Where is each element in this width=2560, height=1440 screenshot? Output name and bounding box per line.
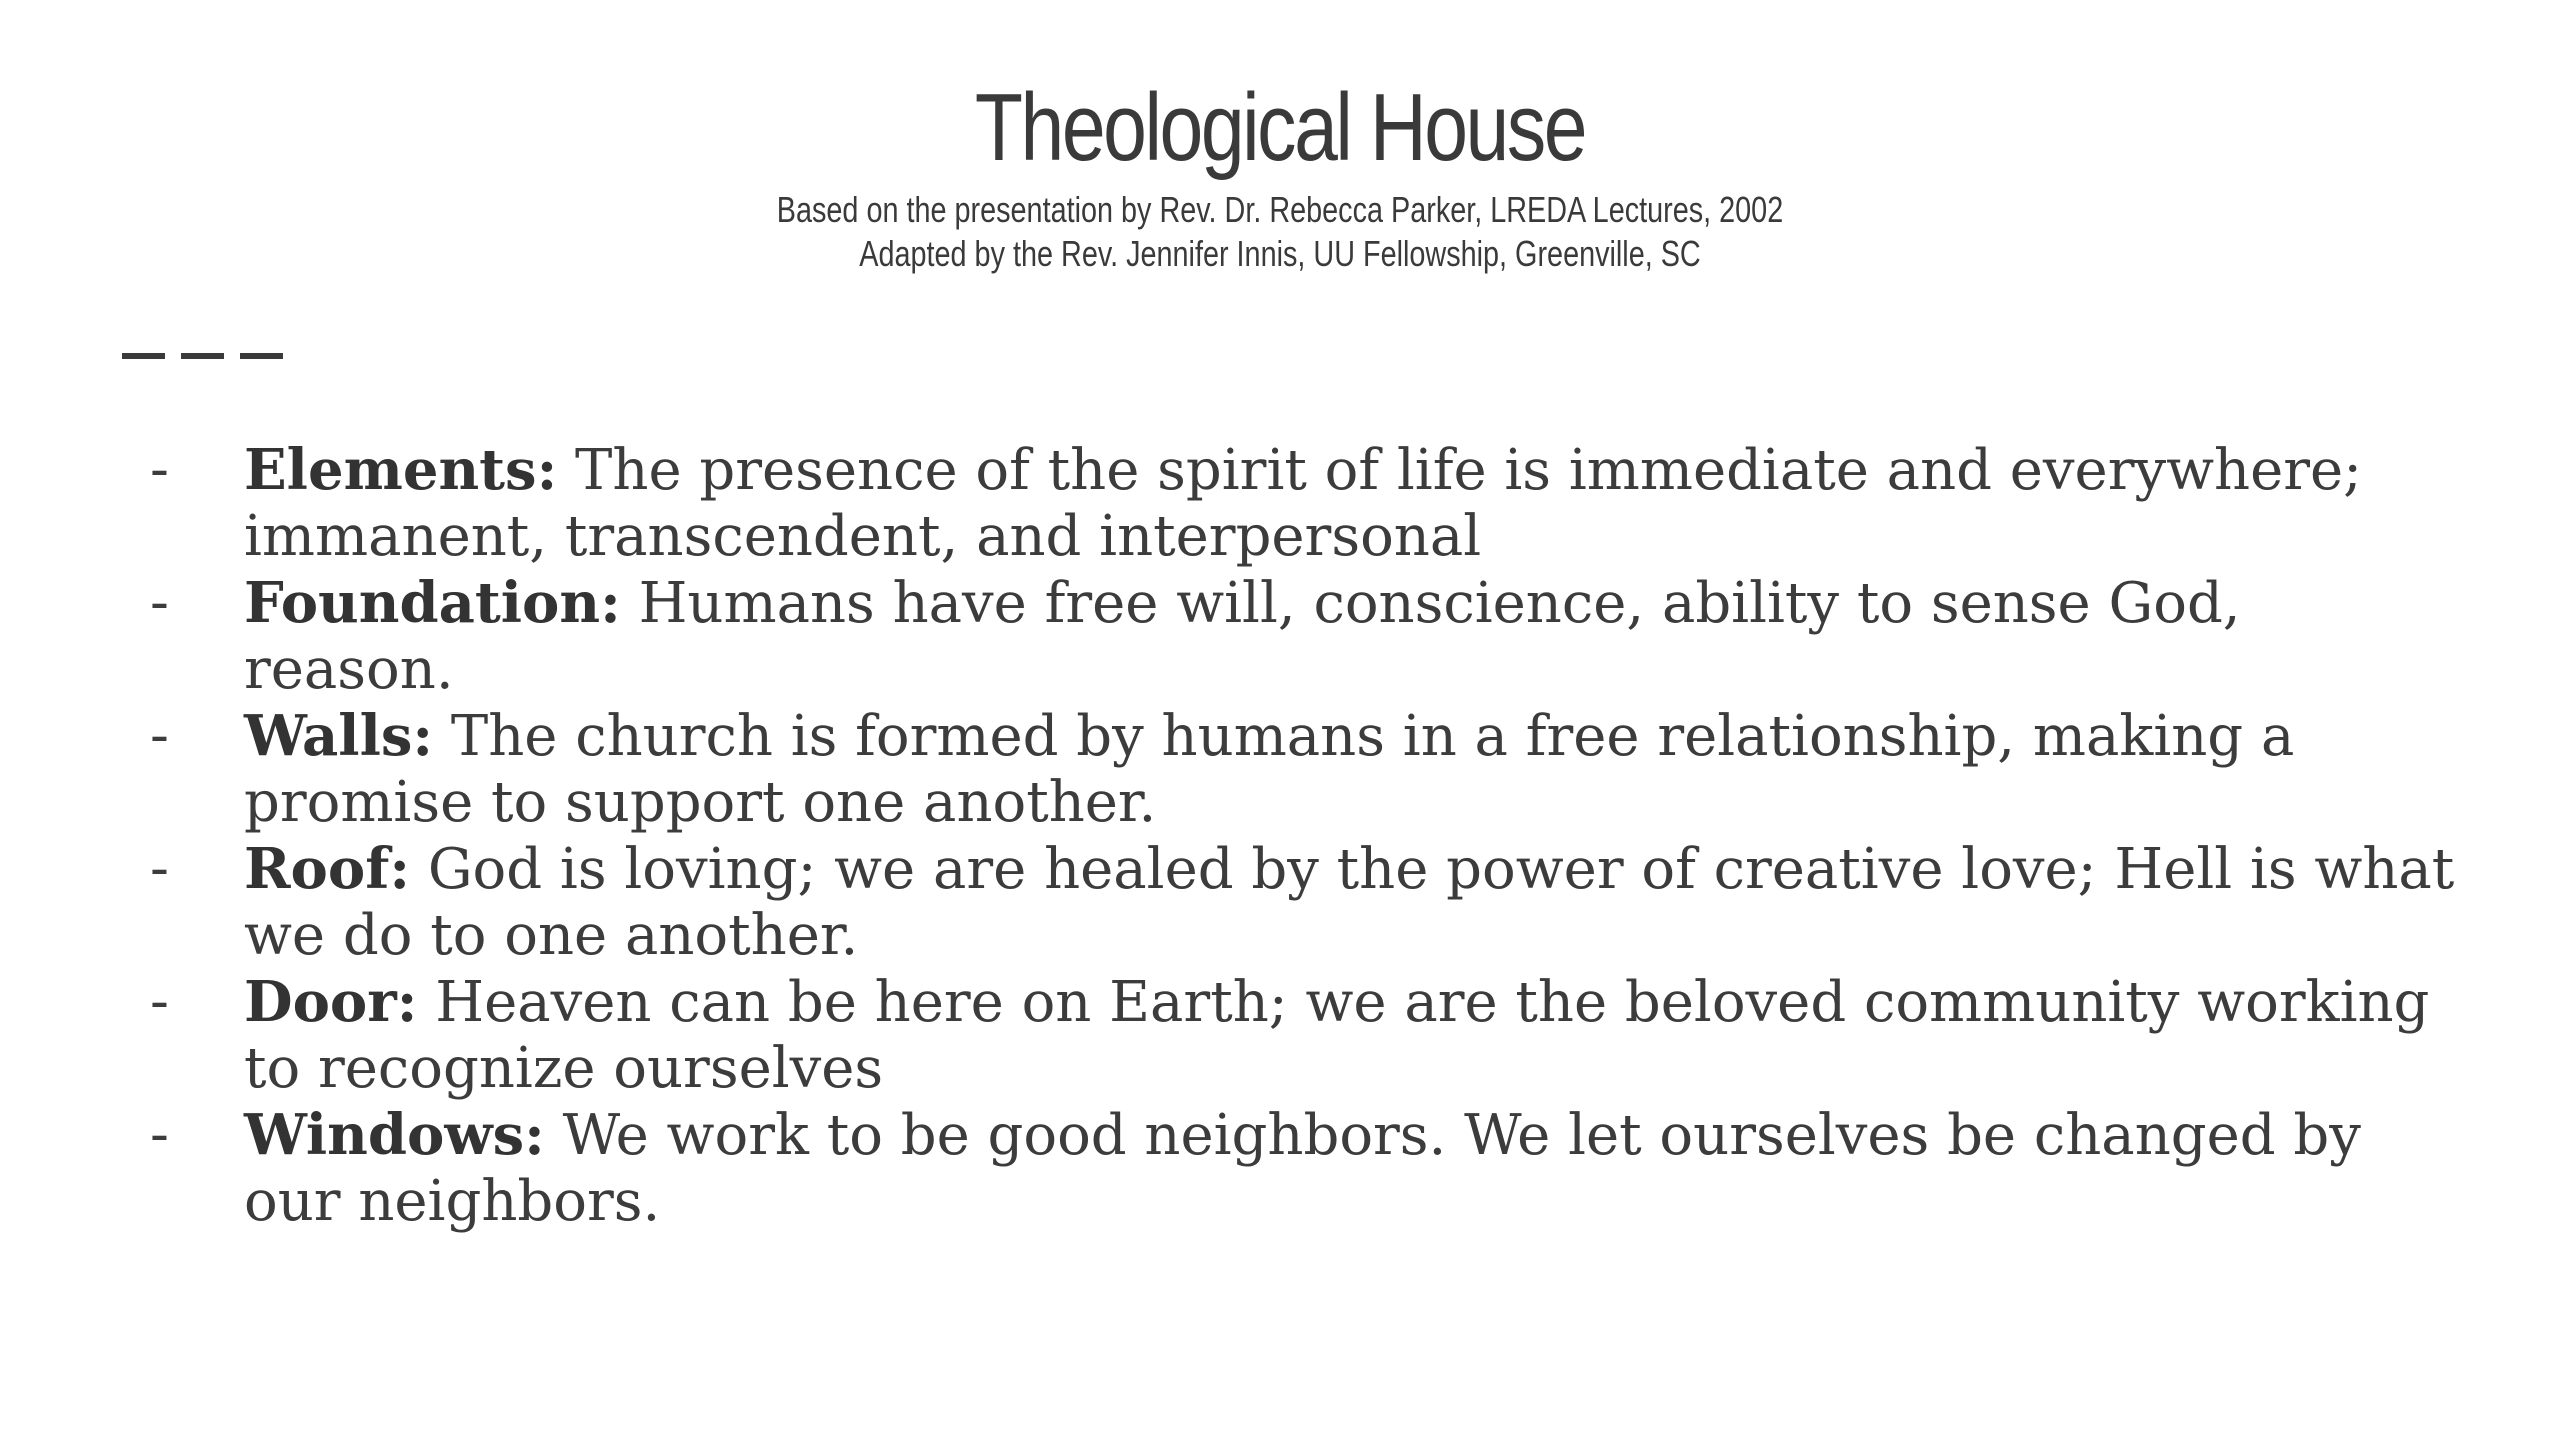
slide-title: Theological House (974, 74, 1586, 181)
item-text: Humans have free will, conscience, ability to sense God, reason. (244, 571, 2241, 702)
item-term: Windows: (244, 1102, 545, 1168)
divider-segment (240, 353, 283, 359)
item-text: We work to be good neighbors. We let ourselves be changed by our neighbors. (244, 1103, 2361, 1234)
bullet-dash: - (150, 1102, 169, 1167)
item-text: The church is formed by humans in a free relationship, making a promise to support one another. (244, 704, 2295, 835)
list-item-elements (0, 437, 2560, 570)
item-text: God is loving; we are healed by the power of creative love; Hell is what we do to one another. (244, 837, 2455, 968)
bullet-dash: - (150, 570, 169, 635)
list-item-walls (0, 703, 2560, 836)
bullet-dash: - (150, 703, 169, 768)
item-term: Walls: (244, 703, 434, 769)
divider-segment (181, 353, 224, 359)
list-item-windows (0, 1102, 2560, 1235)
bullet-list (0, 437, 2560, 1235)
bullet-dash: - (150, 969, 169, 1034)
item-term: Foundation: (244, 570, 621, 636)
item-term: Roof: (244, 836, 411, 902)
item-text: Heaven can be here on Earth; we are the beloved community working to recognize ourselves (244, 970, 2430, 1101)
subtitle-line-2: Adapted by the Rev. Jennifer Innis, UU Fellowship, Greenville, SC (859, 233, 1701, 274)
bullet-dash: - (150, 836, 169, 901)
subtitle-line-1: Based on the presentation by Rev. Dr. Rebecca Parker, LREDA Lectures, 2002 (776, 189, 1784, 230)
item-term: Door: (244, 969, 418, 1035)
decorative-divider (122, 353, 284, 359)
list-item-door (0, 969, 2560, 1102)
list-item-roof (0, 836, 2560, 969)
bullet-dash: - (150, 437, 169, 502)
divider-segment (122, 353, 165, 359)
item-term: Elements: (244, 437, 558, 503)
list-item-foundation (0, 570, 2560, 703)
item-text: The presence of the spirit of life is immediate and everywhere; immanent, transcendent, and interpersonal (244, 438, 2363, 569)
